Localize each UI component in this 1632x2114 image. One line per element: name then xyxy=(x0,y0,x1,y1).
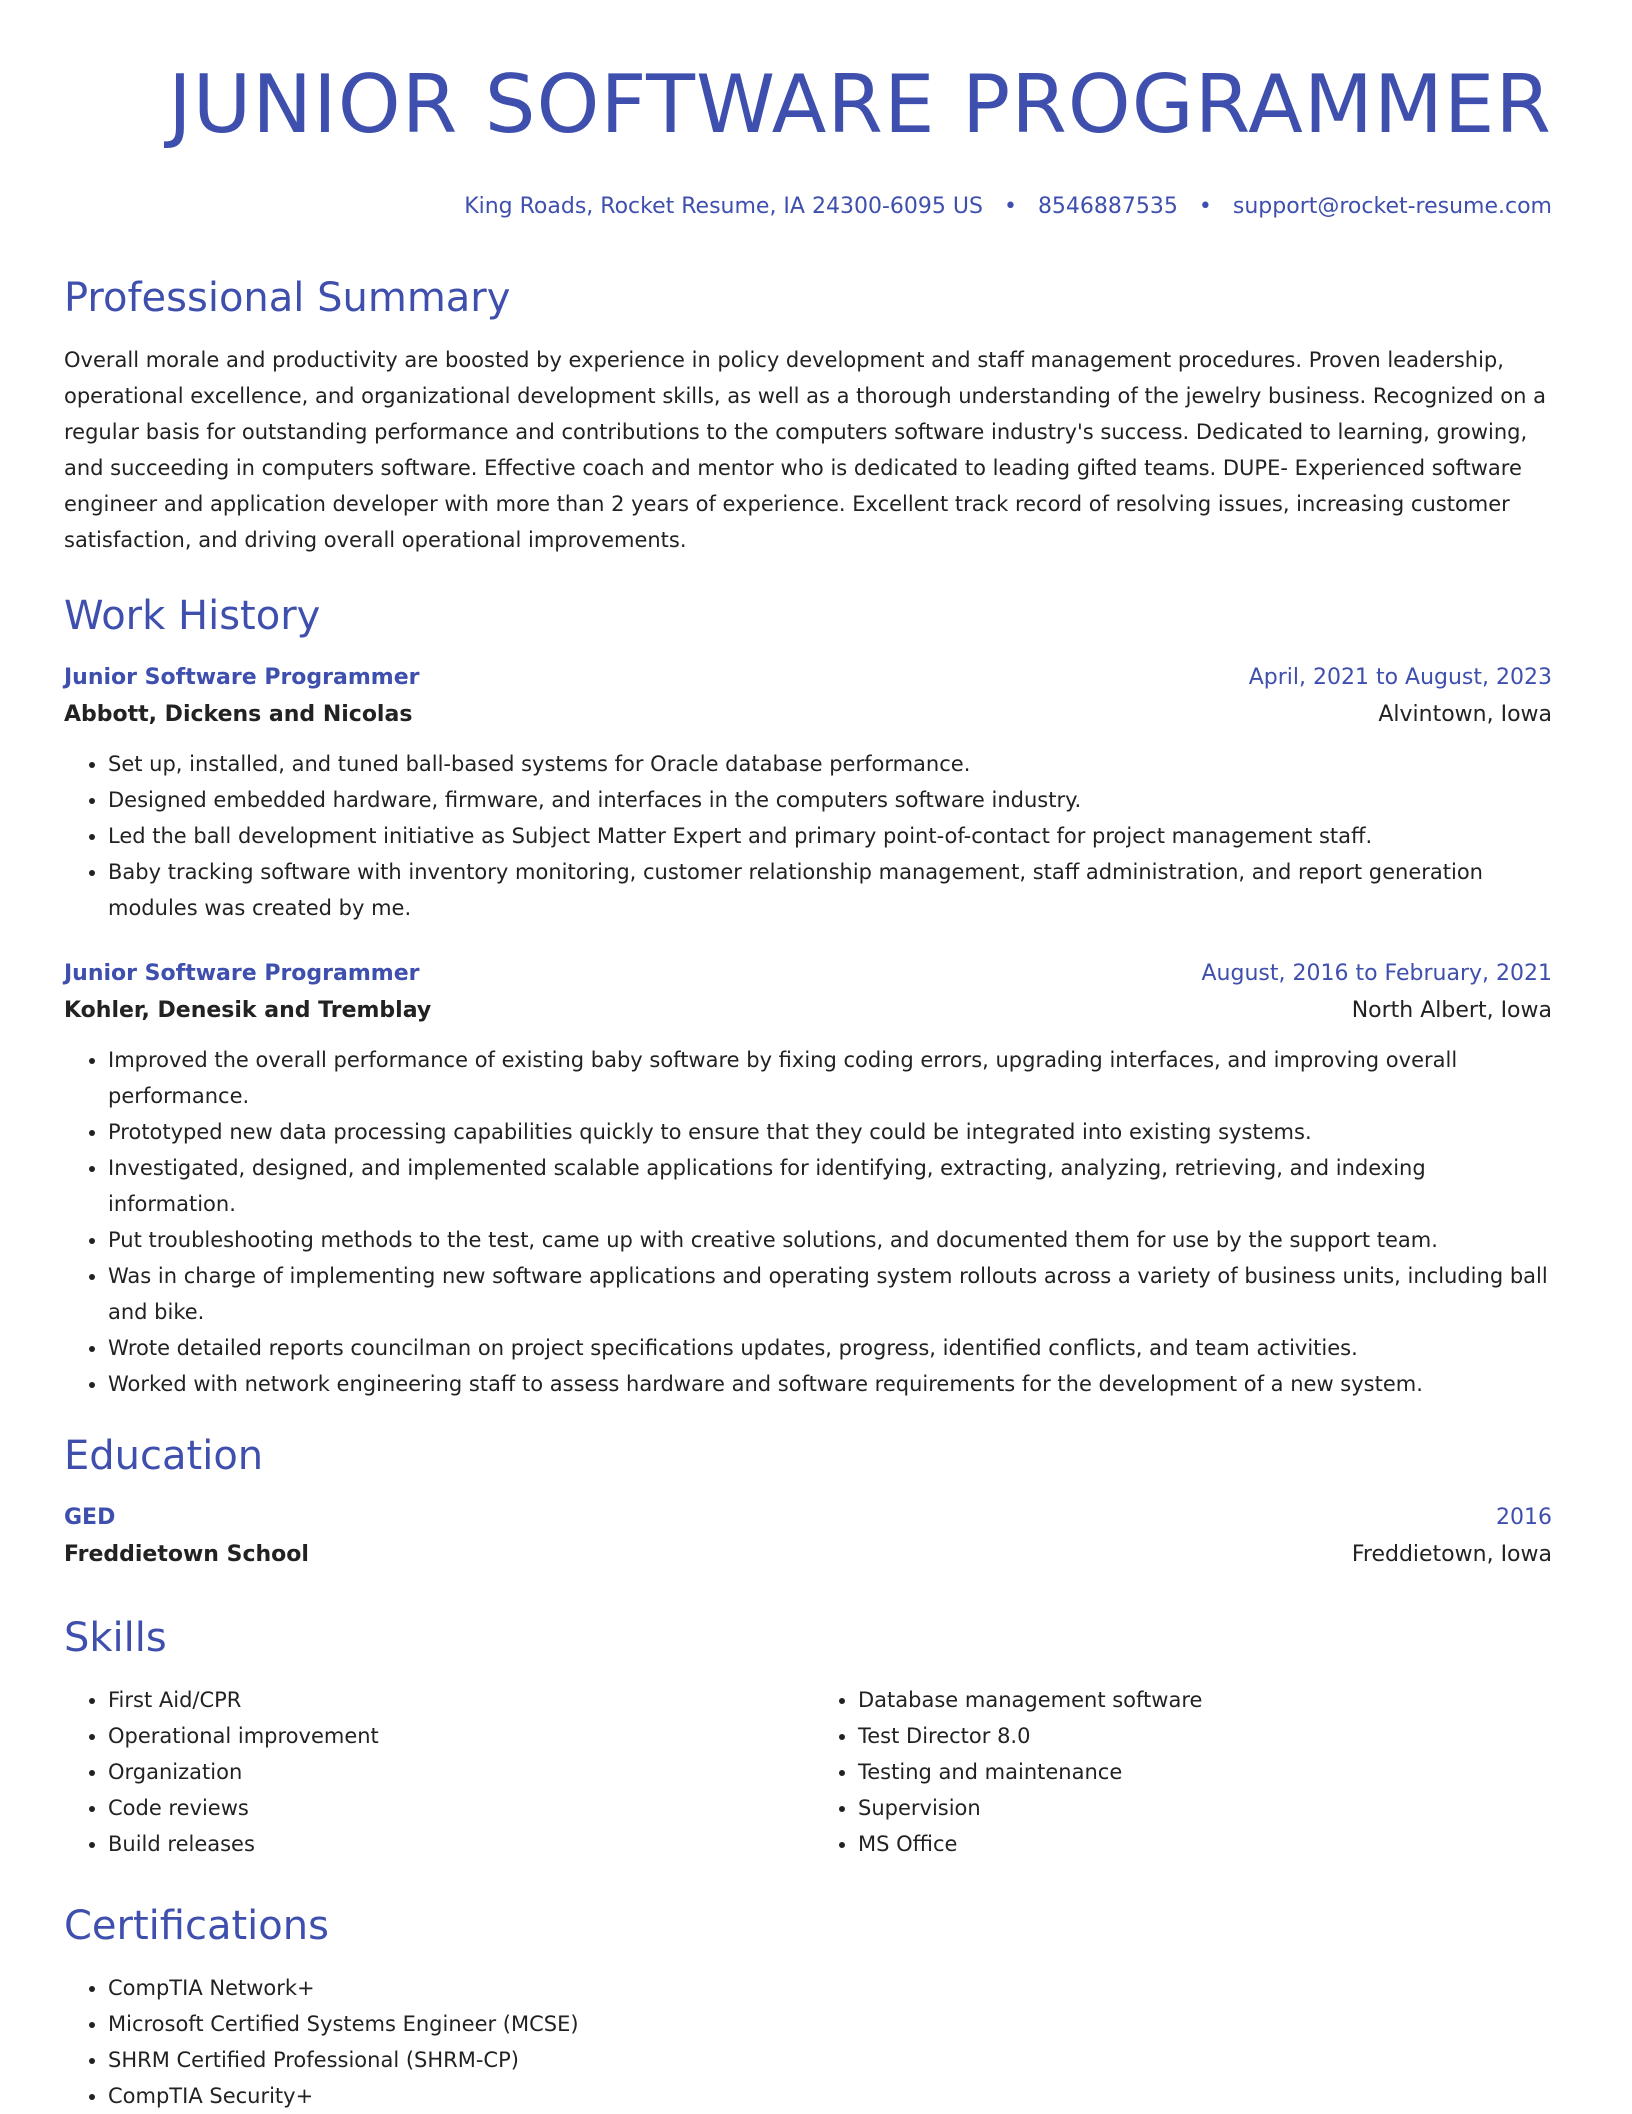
education-location: Freddietown, Iowa xyxy=(1351,1542,1552,1567)
contact-phone: 8546887535 xyxy=(1037,194,1178,219)
job-bullets xyxy=(64,746,1552,926)
skill-item: • Testing and maintenance xyxy=(858,1754,1552,1790)
skills-section xyxy=(64,1614,1552,1862)
job-bullet: • Worked with network engineering staff to assess hardware and software requirements for the development of a new system. xyxy=(108,1366,1552,1402)
job-title-row xyxy=(64,956,1552,992)
job-location: North Albert, Iowa xyxy=(1351,998,1552,1023)
skill-item: • Test Director 8.0 xyxy=(858,1718,1552,1754)
job-entry xyxy=(64,956,1552,1402)
resume-header xyxy=(64,50,1552,222)
summary-section xyxy=(64,274,1552,558)
job-bullet: • Baby tracking software with inventory monitoring, customer relationship management, staff administration, and report generation modules was created by me. xyxy=(108,854,1552,926)
job-title: Junior Software Programmer xyxy=(64,665,420,690)
job-bullet: • Wrote detailed reports councilman on project specifications updates, progress, identified conflicts, and team activities. xyxy=(108,1330,1552,1366)
contact-email: support@rocket-resume.com xyxy=(1232,194,1552,219)
education-heading: Education xyxy=(64,1433,264,1479)
summary-text: Overall morale and productivity are boosted by experience in policy development and staff management procedures. Proven leadership, operational excellence, and organizational development skills, as well as a thorough understanding of the jewelry business. Recognized on a regular basis for outstanding performance and contributions to the computers software industry's success. Dedicated to learning, growing, and succeeding in computers software. Effective coach and mentor who is dedicated to leading gifted teams. DUPE- Experienced software engineer and application developer with more than 2 years of experience. Excellent track record of resolving issues, increasing customer satisfaction, and driving overall operational improvements. xyxy=(64,348,1546,552)
candidate-name: JUNIOR SOFTWARE PROGRAMMER xyxy=(168,58,1552,151)
skill-item: • MS Office xyxy=(858,1826,1552,1862)
job-company: Kohler, Denesik and Tremblay xyxy=(64,998,432,1023)
contact-separator: • xyxy=(1198,194,1212,219)
contact-address: King Roads, Rocket Resume, IA 24300-6095 US xyxy=(464,194,983,219)
job-bullets xyxy=(64,1042,1552,1402)
skill-item: • Supervision xyxy=(858,1790,1552,1826)
job-bullet: • Prototyped new data processing capabilities quickly to ensure that they could be integrated into existing systems. xyxy=(108,1114,1552,1150)
job-entry xyxy=(64,660,1552,926)
skills-heading: Skills xyxy=(64,1615,167,1661)
education-section xyxy=(64,1432,1552,1574)
certification-item: • CompTIA Security+ xyxy=(108,2078,1552,2114)
education-year: 2016 xyxy=(1496,1505,1552,1530)
skill-item: • Organization xyxy=(108,1754,802,1790)
contact-line xyxy=(64,192,1552,222)
job-bullet: • Led the ball development initiative as Subject Matter Expert and primary point-of-contact for project management staff. xyxy=(108,818,1552,854)
skills-grid xyxy=(64,1682,1552,1862)
certifications-section xyxy=(64,1902,1552,2114)
work-history-section xyxy=(64,592,1552,1402)
certifications-list xyxy=(64,1970,1552,2114)
education-degree-row xyxy=(64,1500,1552,1536)
job-bullet: • Investigated, designed, and implemented scalable applications for identifying, extracting, analyzing, retrieving, and indexing information. xyxy=(108,1150,1552,1222)
skill-item: • Code reviews xyxy=(108,1790,802,1826)
certification-item: • SHRM Certified Professional (SHRM-CP) xyxy=(108,2042,1552,2078)
skill-item: • Build releases xyxy=(108,1826,802,1862)
job-bullet: • Designed embedded hardware, firmware, and interfaces in the computers software industry. xyxy=(108,782,1552,818)
summary-heading: Professional Summary xyxy=(64,275,511,321)
education-degree: GED xyxy=(64,1505,116,1530)
education-school: Freddietown School xyxy=(64,1542,309,1567)
work-history-heading: Work History xyxy=(64,593,321,639)
job-title: Junior Software Programmer xyxy=(64,961,420,986)
job-bullet: • Improved the overall performance of existing baby software by fixing coding errors, upgrading interfaces, and improving overall performance. xyxy=(108,1042,1552,1114)
job-dates: August, 2016 to February, 2021 xyxy=(1201,961,1552,986)
job-bullet: • Set up, installed, and tuned ball-based systems for Oracle database performance. xyxy=(108,746,1552,782)
job-dates: April, 2021 to August, 2023 xyxy=(1248,665,1552,690)
certifications-heading: Certifications xyxy=(64,1903,329,1949)
skill-item: • First Aid/CPR xyxy=(108,1682,802,1718)
job-bullet: • Was in charge of implementing new software applications and operating system rollouts across a variety of business units, including ball and bike. xyxy=(108,1258,1552,1330)
job-location: Alvintown, Iowa xyxy=(1378,702,1552,727)
skills-column-left xyxy=(64,1682,802,1862)
certification-item: • Microsoft Certified Systems Engineer (MCSE) xyxy=(108,2006,1552,2042)
certification-item: • CompTIA Network+ xyxy=(108,1970,1552,2006)
skill-item: • Database management software xyxy=(858,1682,1552,1718)
job-bullet: • Put troubleshooting methods to the test, came up with creative solutions, and documented them for use by the support team. xyxy=(108,1222,1552,1258)
contact-separator: • xyxy=(1003,194,1017,219)
job-company: Abbott, Dickens and Nicolas xyxy=(64,702,413,727)
job-title-row xyxy=(64,660,1552,696)
skills-column-right xyxy=(802,1682,1552,1862)
job-company-row xyxy=(64,992,1552,1030)
education-school-row xyxy=(64,1536,1552,1574)
skill-item: • Operational improvement xyxy=(108,1718,802,1754)
job-company-row xyxy=(64,696,1552,734)
